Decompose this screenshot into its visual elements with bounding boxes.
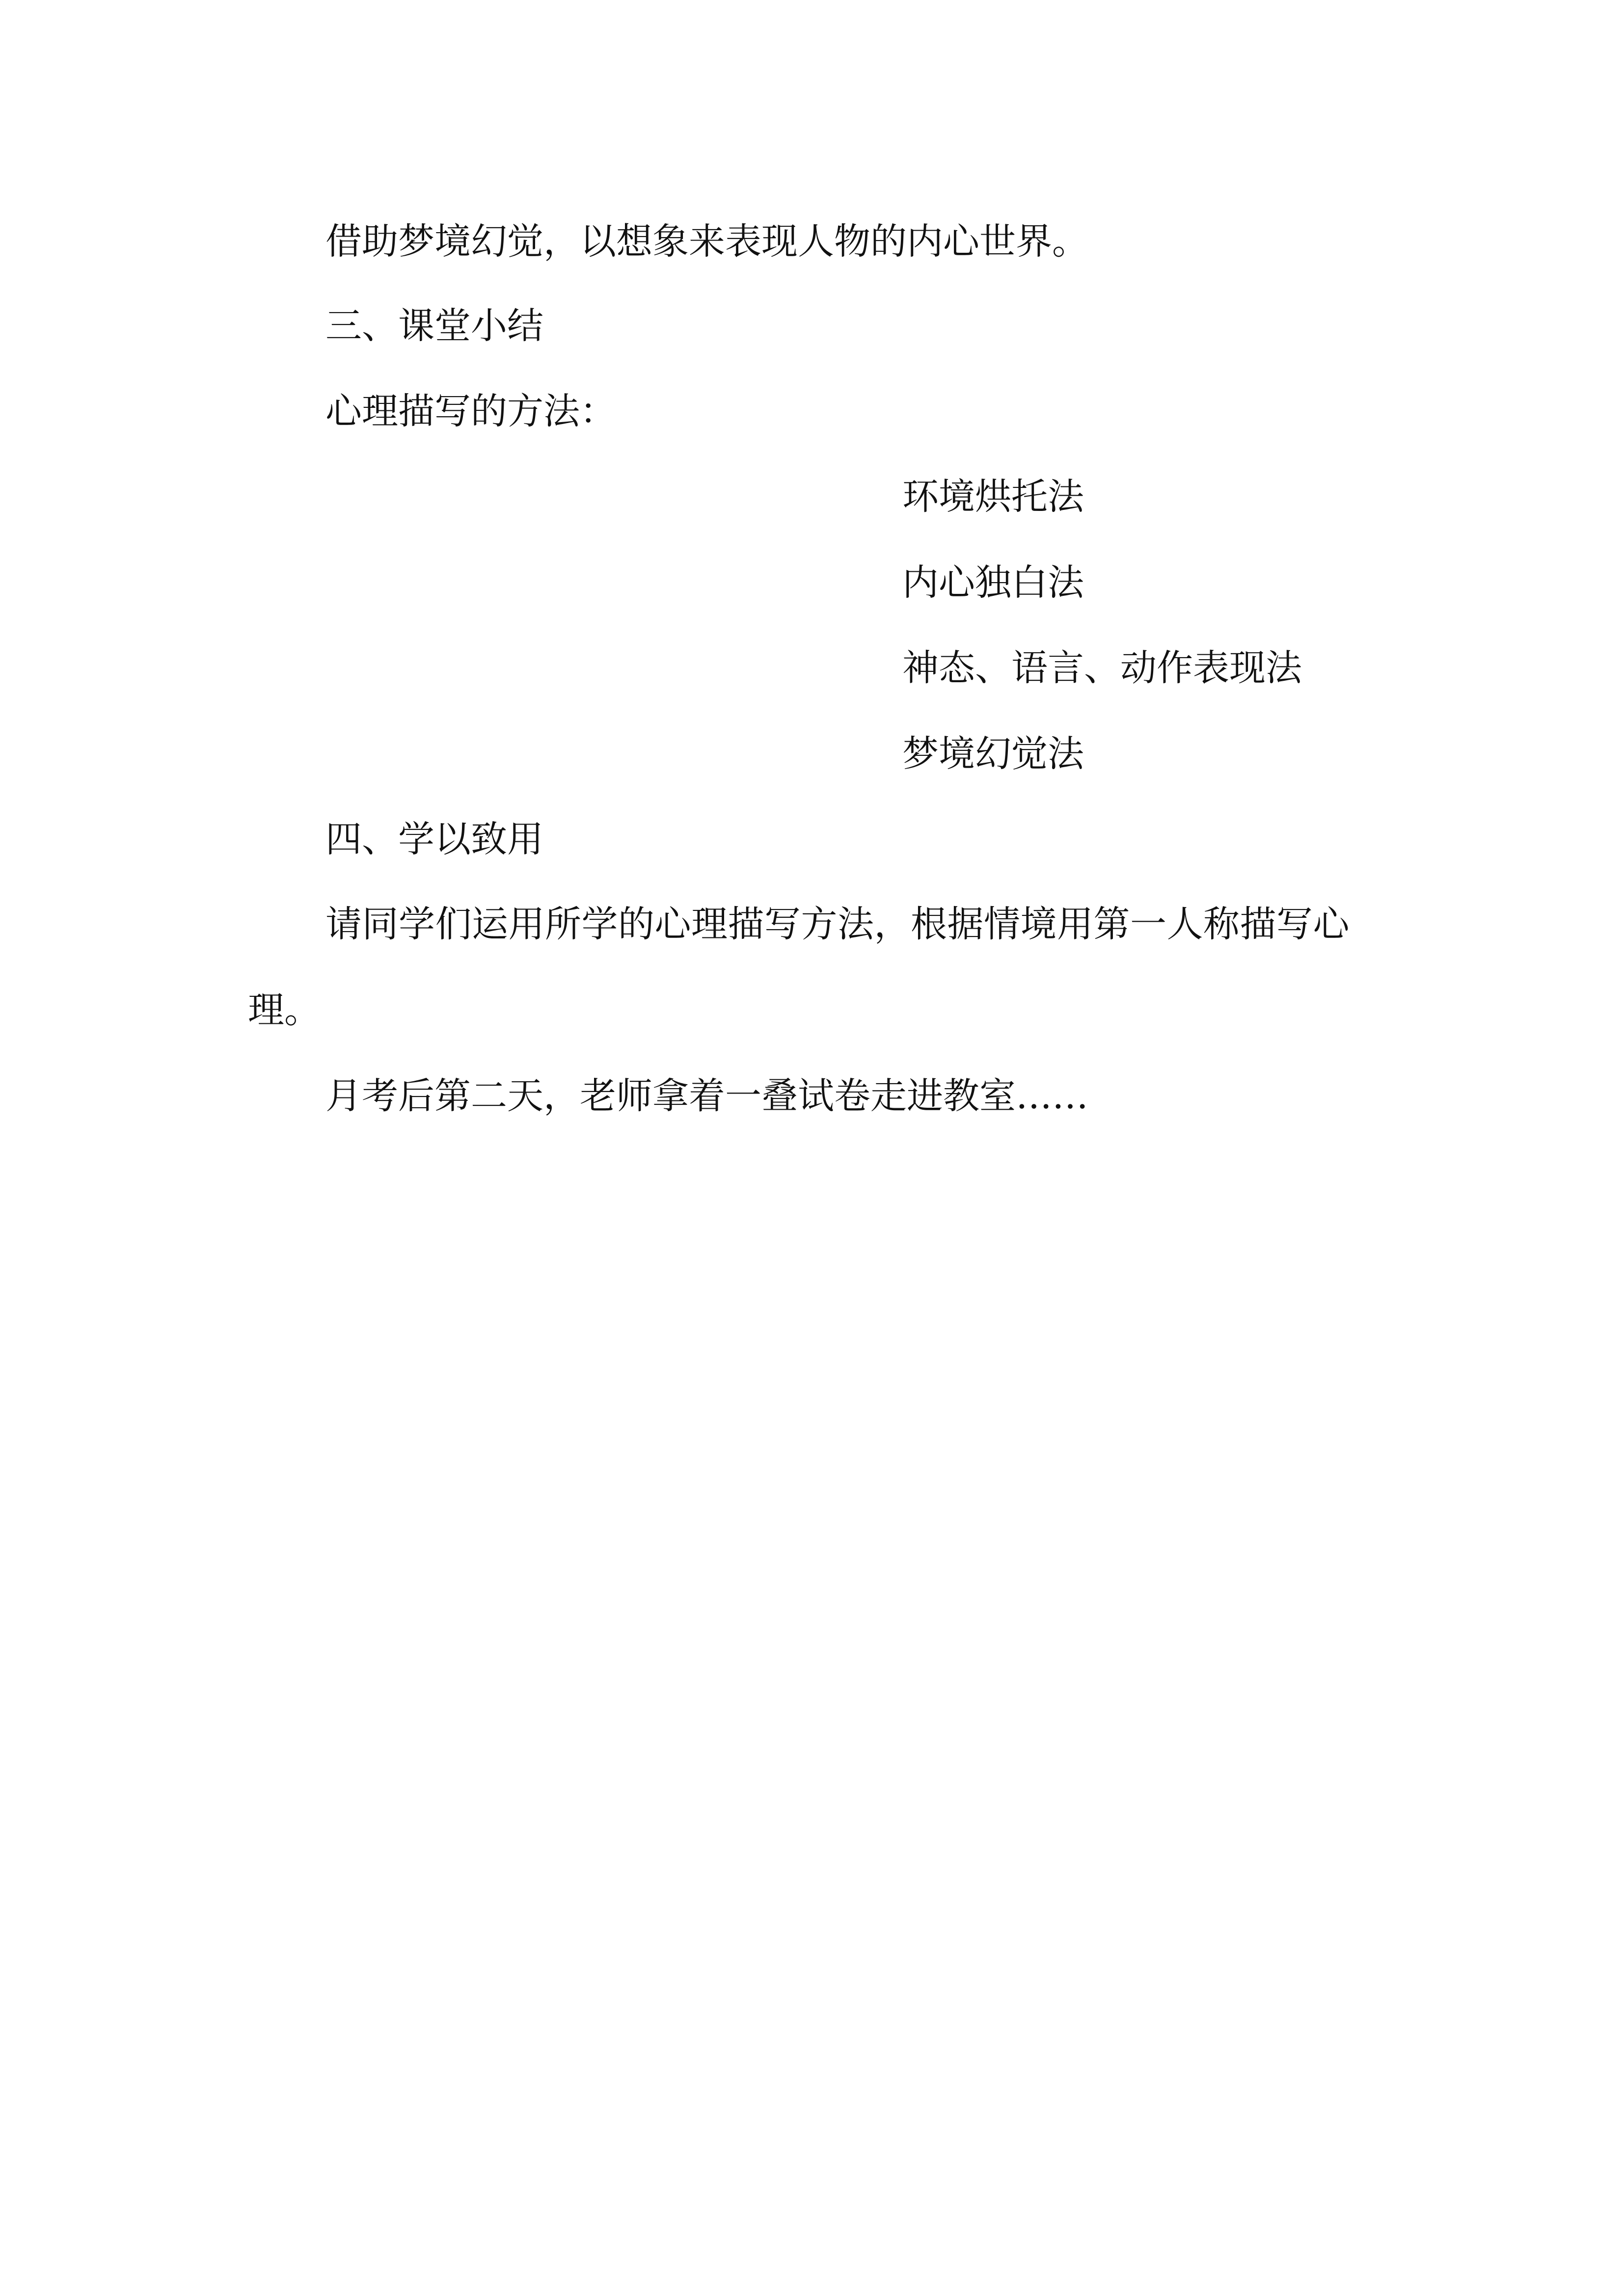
instruction-paragraph-line-2: 理。 [248, 989, 321, 1031]
section-heading-application: 四、学以致用 [325, 818, 543, 860]
method-monologue: 内心独白法 [902, 561, 1084, 604]
instruction-paragraph-line-1: 请同学们运用所学的心理描写方法，根据情境用第一人称描写心 [325, 903, 1350, 945]
method-expression-action: 神态、语言、动作表现法 [902, 647, 1302, 689]
paragraph-dream-illusion: 借助梦境幻觉，以想象来表现人物的内心世界。 [325, 220, 1088, 263]
section-heading-summary: 三、课堂小结 [325, 305, 543, 347]
scenario-prompt: 月考后第二天，老师拿着一叠试卷走进教室…… [325, 1075, 1088, 1117]
method-environment: 环境烘托法 [902, 476, 1084, 518]
method-dream-illusion: 梦境幻觉法 [902, 733, 1084, 775]
methods-intro: 心理描写的方法： [325, 390, 616, 432]
